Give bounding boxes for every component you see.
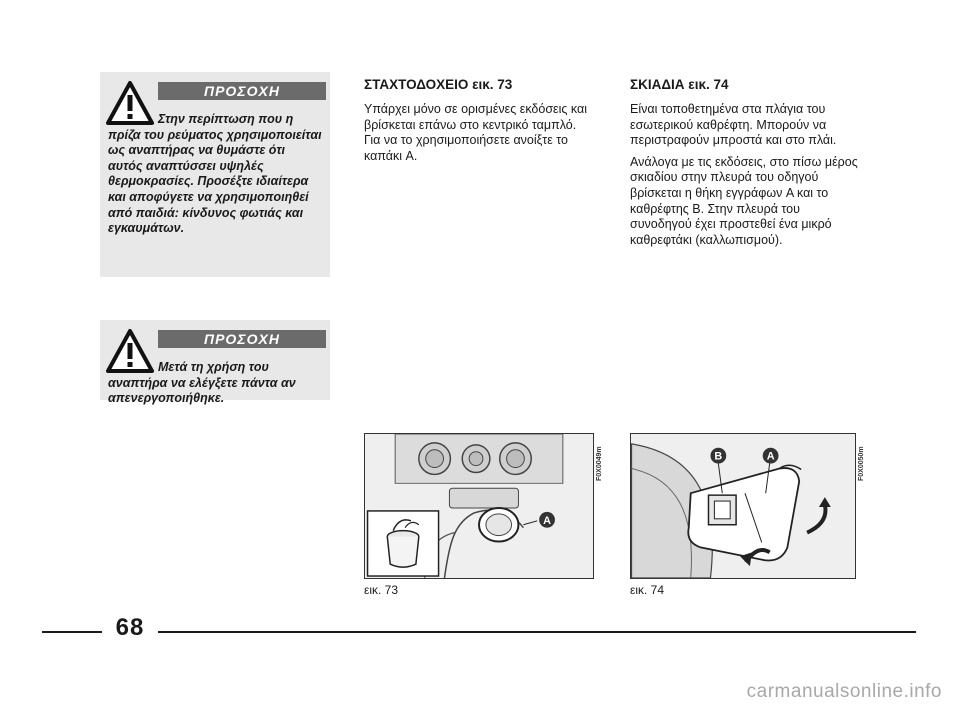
footer-rule-left — [42, 631, 102, 633]
ashtray-title: ΣΤΑΧΤΟΔΟΧΕΙΟ εικ. 73 — [364, 77, 513, 92]
figure-code: F0X0049m — [596, 446, 603, 481]
figure-ashtray — [364, 433, 594, 579]
figure-code: F0X0050m — [858, 446, 865, 481]
warning-triangle-icon — [106, 328, 154, 374]
ashtray-illustration — [365, 434, 593, 578]
sunvisor-illustration — [631, 434, 855, 578]
warning-heading: ΠΡΟΣΟΧΗ — [158, 82, 326, 100]
warning-box-lighter — [100, 320, 330, 406]
figure-sunvisor — [630, 433, 856, 579]
figure-label-a: A — [766, 450, 775, 463]
figure-label-b: B — [714, 450, 723, 463]
ashtray-paragraph: Για να το χρησιμοποιήσετε ανοίξτε το καπάκι A. — [364, 133, 568, 163]
warning-text: Μετά τη χρήση του αναπτήρα να ελέγξετε πάντα αν απενεργοποιήθηκε. — [108, 360, 296, 406]
figure-caption: εικ. 73 — [364, 583, 399, 597]
figure-caption: εικ. 74 — [630, 583, 665, 597]
ashtray-body — [364, 102, 596, 170]
sunvisor-paragraph: Ανάλογα με τις εκδόσεις, στο πίσω μέρος σκιαδίου στην πλευρά του οδηγού βρίσκεται η θήκη εγγράφων A και το καθρέφτης B. Στην πλευρά του συνοδηγού έχει προστεθεί ένα μικρό καθρεφτάκι (καλλωπισμού). — [630, 154, 858, 247]
warning-heading: ΠΡΟΣΟΧΗ — [158, 330, 326, 348]
figure-label-a: A — [543, 514, 551, 527]
page-number: 68 — [115, 614, 145, 641]
sunvisor-paragraph: Είναι τοποθετημένα στα πλάγια του εσωτερικού καθρέφτη. Μπορούν να περιστραφούν μπροστά και στο πλάι. — [630, 102, 837, 148]
warning-text: Στην περίπτωση που η πρίζα του ρεύματος χρησιμοποιείται ως αναπτήρας να θυμάστε ότι αυτός αναπτύσσει υψηλές θερμοκρασίες. Προσέξτε ιδιαίτερα και αποφύγετε να χρησιμοποιηθεί από παιδιά: κίνδυνος φωτιάς και εγκαυμάτων. — [108, 112, 322, 236]
sunvisor-title: ΣΚΙΑΔΙΑ εικ. 74 — [630, 77, 729, 92]
footer-rule-right — [158, 631, 916, 633]
warning-box-fire — [100, 72, 330, 277]
watermark: carmanualsonline.info — [746, 681, 942, 702]
sunvisor-body — [630, 102, 862, 254]
ashtray-paragraph: Υπάρχει μόνο σε ορισμένες εκδόσεις και βρίσκεται επάνω στο κεντρικό ταμπλό. — [364, 102, 587, 132]
warning-triangle-icon — [106, 80, 154, 126]
